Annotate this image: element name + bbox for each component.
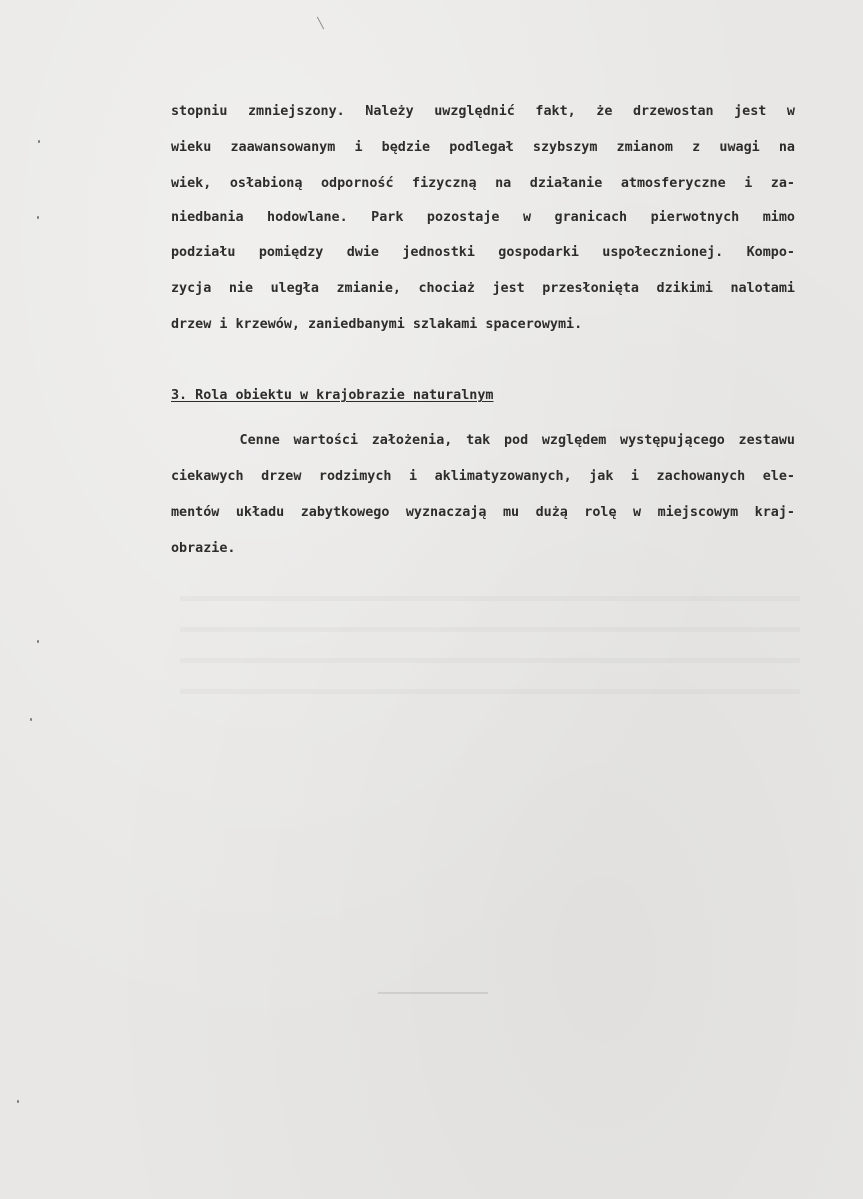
paragraph-line: wieku zaawansowanym i będzie podlegał szybszym zmianom z uwagi na xyxy=(171,140,795,155)
paragraph-line: Cenne wartości założenia, tak pod względem występującego zestawu xyxy=(171,433,795,448)
paragraph-line: niedbania hodowlane. Park pozostaje w granicach pierwotnych mimo xyxy=(171,210,795,225)
punch-hole-mark xyxy=(17,1100,19,1103)
punch-hole-mark xyxy=(30,718,32,721)
bleed-through-text xyxy=(180,570,800,720)
pencil-mark xyxy=(317,17,324,30)
paragraph-line: zycja nie uległa zmianie, chociaż jest przesłonięta dzikimi nalotami xyxy=(171,281,795,296)
paragraph-line: obrazie. xyxy=(171,541,236,556)
paper-smudge xyxy=(378,992,488,994)
paragraph-line: wiek, osłabioną odporność fizyczną na działanie atmosferyczne i za- xyxy=(171,176,795,191)
paragraph-line: mentów układu zabytkowego wyznaczają mu dużą rolę w miejscowym kraj- xyxy=(171,505,795,520)
section-heading: 3. Rola obiektu w krajobrazie naturalnym xyxy=(171,388,494,403)
punch-hole-mark xyxy=(37,640,39,643)
paragraph-line: ciekawych drzew rodzimych i aklimatyzowanych, jak i zachowanych ele- xyxy=(171,469,795,484)
paragraph-line: drzew i krzewów, zaniedbanymi szlakami spacerowymi. xyxy=(171,317,583,332)
punch-hole-mark xyxy=(38,140,40,143)
paragraph-line: podziału pomiędzy dwie jednostki gospodarki uspołecznionej. Kompo- xyxy=(171,245,795,260)
punch-hole-mark xyxy=(37,216,39,219)
paragraph-line: stopniu zmniejszony. Należy uwzględnić fakt, że drzewostan jest w xyxy=(171,104,795,119)
